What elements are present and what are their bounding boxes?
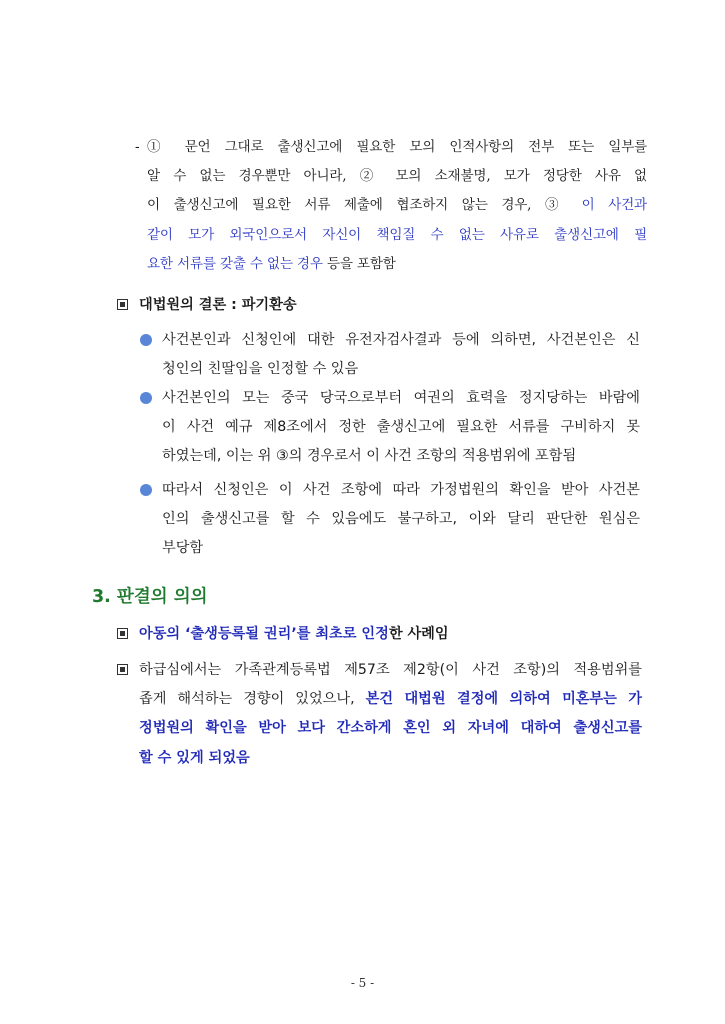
- bullet-3-line-2: 인의 출생신고를 할 수 있음에도 불구하고, 이와 달리 판단한 원심은: [162, 511, 640, 528]
- bullet-2-line-3: 하였는데, 이는 위 ③의 경우로서 이 사건 조항의 적용범위에 포함됨: [162, 448, 577, 465]
- quote-line-5-black: 등을 포함함: [322, 255, 396, 272]
- quote-line-5-blue: 요한 서류를 갖출 수 없는 경우: [147, 255, 323, 272]
- bullet-2-line-1: 사건본인의 모는 중국 당국으로부터 여권의 효력을 정지당하는 바람에: [162, 390, 640, 406]
- round-bullet-icon: [140, 392, 152, 404]
- significance-2-line-3: 정법원의 확인을 받아 보다 간소하게 혼인 외 자녀에 대하여 출생신고를: [139, 720, 642, 737]
- quote-line-5: [147, 250, 647, 279]
- conclusion-heading: [139, 291, 642, 320]
- significance-1-black: 한 사례임: [388, 626, 449, 642]
- square-bullet-icon: [117, 299, 128, 310]
- quote-line-1: ① 문언 그대로 출생신고에 필요한 모의 인적사항의 전부 또는 일부를: [147, 139, 647, 155]
- bullet-1-line-1: 사건본인과 신청인에 대한 유전자검사결과 등에 의하면, 사건본인은 신: [162, 332, 640, 348]
- quoted-paragraph: [135, 133, 647, 279]
- significance-2-line-2: [139, 685, 642, 714]
- conclusion-bullet-1: [140, 326, 640, 384]
- bullet-1-line-2: 청인의 친딸임을 인정할 수 있음: [162, 361, 359, 378]
- quote-line-4: 같이 모가 외국인으로서 자신이 책임질 수 없는 사유로 출생신고에 필: [147, 226, 647, 243]
- conclusion-bullet-3: [140, 476, 640, 564]
- page-number: - 5 -: [350, 976, 375, 990]
- square-bullet-icon: [117, 628, 128, 639]
- quote-line-3-black: 이 출생신고에 필요한 서류 제출에 협조하지 않는 경우, ③: [147, 197, 582, 214]
- significance-2-line-1: 하급심에서는 가족관계등록법 제57조 제2항(이 사건 조항)의 적용범위를: [139, 662, 642, 678]
- quote-line-2: 알 수 없는 경우뿐만 아니라, ② 모의 소재불명, 모가 정당한 사유 없: [147, 168, 647, 185]
- bullet-3-line-1: 따라서 신청인은 이 사건 조항에 따라 가정법원의 확인을 받아 사건본: [162, 482, 640, 498]
- conclusion-heading-item: [117, 291, 642, 320]
- significance-2-line-4: 할 수 있게 되었음: [139, 749, 250, 766]
- square-bullet-icon: [117, 664, 128, 675]
- conclusion-bullet-2: [140, 384, 640, 472]
- significance-2-line-2-black: 좁게 해석하는 경향이 있었으나,: [139, 691, 366, 708]
- significance-item-1: [117, 620, 642, 649]
- significance-1-blue: 아동의 ‘출생등록될 권리’를 최초로 인정: [139, 626, 389, 642]
- quote-line-3: [147, 191, 647, 220]
- quote-line-3-blue: 이 사건과: [581, 197, 647, 214]
- significance-2-line-2-blue: 본건 대법원 결정에 의하여 미혼부는 가: [365, 691, 643, 708]
- round-bullet-icon: [140, 484, 152, 496]
- bullet-2-line-2: 이 사건 예규 제8조에서 정한 출생신고에 필요한 서류를 구비하지 못: [162, 419, 640, 436]
- significance-item-2: [117, 656, 642, 773]
- round-bullet-icon: [140, 334, 152, 346]
- conclusion-heading-text: 대법원의 결론 : 파기환송: [139, 297, 297, 313]
- dash-marker: -: [135, 139, 140, 155]
- bullet-3-line-3: 부당함: [162, 540, 204, 557]
- section-title: 3. 판결의 의의: [92, 587, 208, 607]
